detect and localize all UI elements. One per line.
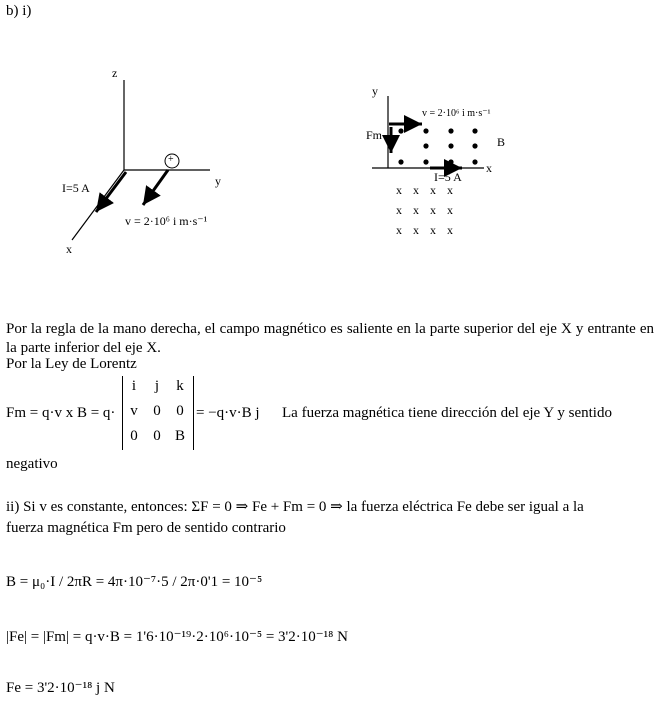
fig2-y-label: y: [372, 84, 378, 98]
matrix-cell: 0: [130, 428, 138, 444]
fig2-velocity-label: v = 2·10⁶ i m·s⁻¹: [422, 108, 491, 119]
fig1-y-label: y: [215, 174, 221, 188]
matrix-cell: v: [130, 403, 138, 419]
field-dots: [398, 128, 477, 164]
fig2-force-label: Fm: [366, 128, 383, 142]
paragraph-ii-line2: fuerza magnética Fm pero de sentido contrario: [6, 520, 286, 536]
equation-lorentz-right: = −q·v·B j: [196, 405, 260, 421]
matrix-cell: 0: [153, 428, 161, 444]
fig1-x-label: x: [66, 242, 72, 256]
cross-row: x x x x: [396, 223, 453, 237]
equation-electric-force: Fe = 3'2·10⁻¹⁸ j N: [6, 680, 115, 696]
fig2-current-label: I=5 A: [434, 170, 462, 184]
matrix-cell: i: [131, 378, 137, 394]
equation-lorentz-explanation: La fuerza magnética tiene dirección del eje Y y sentido: [282, 405, 612, 421]
matrix-cell: j: [154, 378, 160, 394]
fig1-current-label: I=5 A: [62, 181, 90, 195]
determinant-matrix: [122, 376, 194, 450]
equation-lorentz-left: Fm = q·v x B = q·: [6, 405, 116, 421]
charge-symbol: +: [168, 154, 174, 165]
cross-row: x x x x: [396, 183, 453, 197]
paragraph-lorentz: Por la Ley de Lorentz: [6, 356, 137, 372]
fig2-field-label: B: [497, 135, 506, 149]
fig1-z-label: z: [112, 66, 118, 80]
paragraph-ii-line1: ii) Si v es constante, entonces: ΣF = 0 ⇒ Fe + Fm = 0 ⇒ la fuerza eléctrica Fe debe ser igual a la: [6, 499, 584, 515]
equation-b-field: B = μ₀·I / 2πR = 4π·10⁻⁷·5 / 2π·0'1 = 10⁻⁵: [6, 574, 263, 590]
fig1-velocity-label: v = 2·10⁶ i m·s⁻¹: [125, 214, 208, 228]
current-arrow-1: [96, 172, 126, 212]
equation-force-magnitude: |Fe| = |Fm| = q·v·B = 1'6·10⁻¹⁹·2·10⁶·10⁻⁵ = 3'2·10⁻¹⁸ N: [6, 629, 348, 645]
matrix-cell: k: [176, 378, 184, 394]
section-heading: b) i): [6, 3, 32, 19]
matrix-cell: B: [174, 428, 185, 444]
cross-row: x x x x: [396, 203, 453, 217]
paragraph-right-hand-rule: Por la regla de la mano derecha, el campo magnético es saliente en la parte superior del eje X y entrante en la parte inferior del eje X.: [6, 321, 654, 356]
matrix-cell: 0: [176, 403, 184, 419]
paragraph-negativo: negativo: [6, 456, 58, 472]
fig2-x-label: x: [486, 161, 492, 175]
velocity-arrow-1: [143, 170, 168, 205]
matrix-cell: 0: [153, 403, 161, 419]
figures-svg: [0, 0, 668, 280]
